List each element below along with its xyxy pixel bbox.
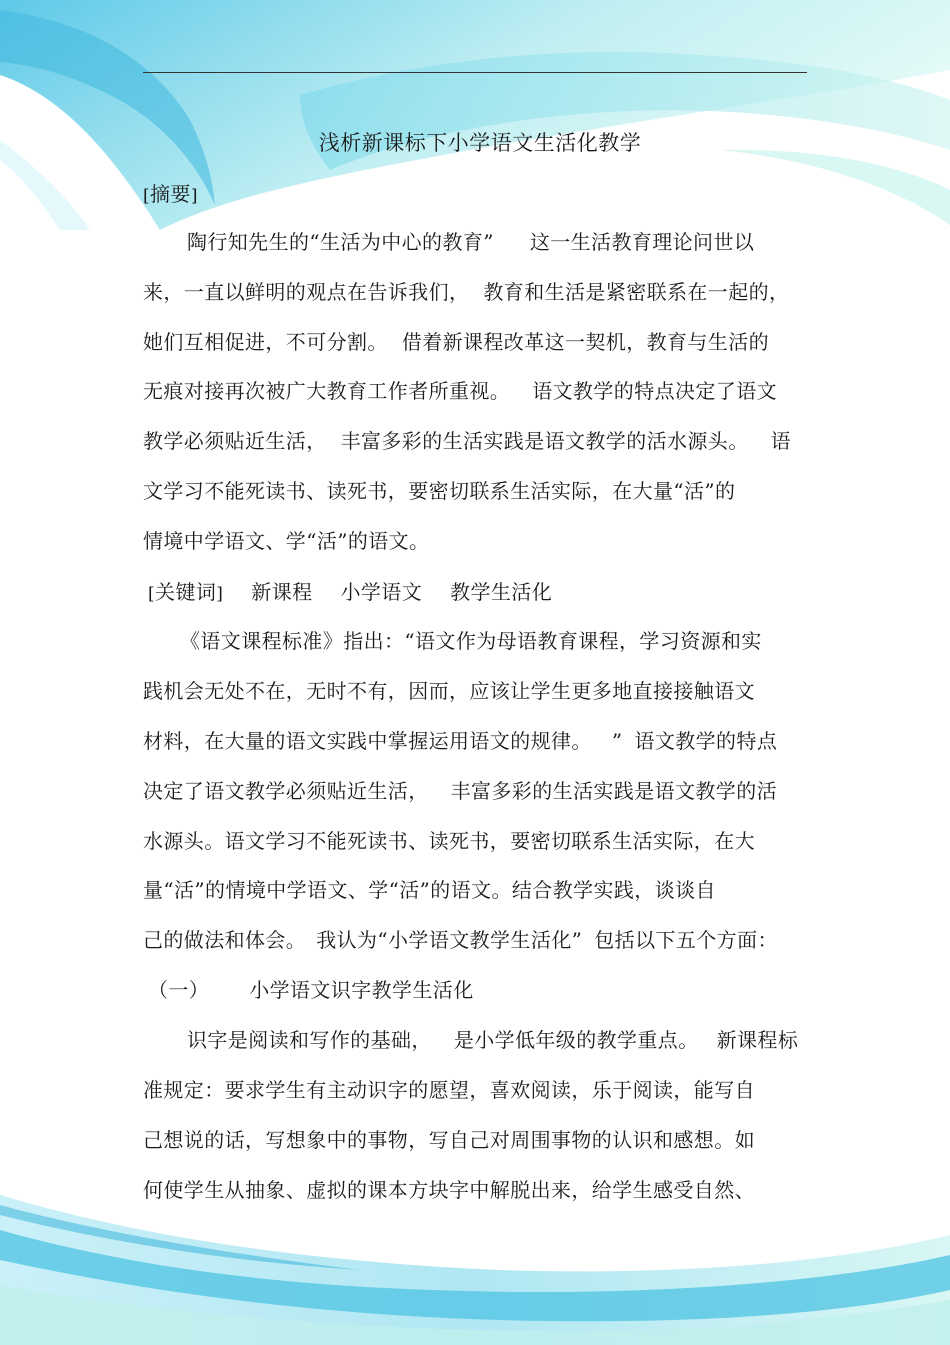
abstract-line-6 [143,477,735,505]
text-run: 准规定：要求学生有主动识字的愿望，喜欢阅读，乐于阅读，能写自 [143,1078,755,1102]
text-run: 践机会无处不在，无时不有，因而，应该让学生更多地直接接触语文 [143,679,755,703]
section-number: （一） [148,978,210,1002]
text-run: 语文教学的特点决定了语文 [532,379,778,403]
abstract-line-2 [143,278,789,306]
keyword: 小学语文 [340,580,423,604]
text-run: 这一生活教育理论问世以 [529,230,755,254]
text-run: 她们互相促进，不可分割。 [143,330,388,354]
abstract-line-7 [143,527,429,555]
section-heading [148,976,474,1004]
abstract-label-text: 摘要 [150,182,191,206]
abstract-line-3 [143,328,769,356]
abstract-line-4 [143,377,777,405]
body-line-5 [143,827,755,855]
section-line-1 [187,1026,798,1054]
keyword: 教学生活化 [450,580,553,604]
body-line-7 [143,926,778,954]
text-run: 《语文课程标准》指出：“语文作为母语教育课程，学习资源和实 [180,629,762,653]
header-rule [143,72,807,73]
text-run: 我认为“小学语文教学生活化” [316,928,583,952]
text-run: 己的做法和体会。 [143,928,307,952]
text-run: 决定了语文教学必须贴近生活， [143,779,429,803]
text-run: 情境中学语文、学“活”的语文。 [143,529,430,553]
section-line-2 [143,1076,755,1104]
text-run: 是小学低年级的教学重点。 [453,1028,699,1052]
section-title: 小学语文识字教学生活化 [249,978,474,1002]
section-line-3 [143,1126,755,1154]
text-run: 识字是阅读和写作的基础， [187,1028,432,1052]
body-line-4 [143,777,777,805]
text-run: 水源头。语文学习不能死读书、读死书，要密切联系生活实际，在大 [143,829,755,853]
document-title: 浅析新课标下小学语文生活化教学 [318,131,642,155]
text-run: 何使学生从抽象、虚拟的课本方块字中解脱出来，给学生感受自然、 [143,1178,755,1202]
text-run: 材料，在大量的语文实践中掌握运用语文的规律。 [143,729,592,753]
text-run: 新课程标 [716,1028,799,1052]
keywords-label: 关键词 [155,580,217,604]
abstract-label: [摘要] [143,182,198,206]
text-run: 文学习不能死读书、读死书，要密切联系生活实际，在大量“活”的 [143,479,736,503]
keyword: 新课程 [251,580,313,604]
text-run: 丰富多彩的生活实践是语文教学的活 [450,779,778,803]
text-run: 教育和生活是紧密联系在一起的， [483,280,790,304]
text-run: 借着新课程改革这一契机，教育与生活的 [401,330,770,354]
text-run: 教学必须贴近生活， [143,429,327,453]
keywords-row: [关键词] 新课程 小学语文 教学生活化 [148,580,553,604]
text-run: 己想说的话，写想象中的事物，写自己对周围事物的认识和感想。如 [143,1128,755,1152]
text-run: 包括以下五个方面： [594,928,778,952]
body-line-1 [180,627,762,655]
text-run: 语 [770,429,792,453]
text-run: 来，一直以鲜明的观点在告诉我们， [143,280,470,304]
text-run: 语文教学的特点 [634,729,778,753]
body-line-3 [143,727,777,755]
text-run: ” [611,729,623,753]
body-line-2 [143,677,755,705]
abstract-line-1 [187,228,754,256]
text-run: 无痕对接再次被广大教育工作者所重视。 [143,379,511,403]
text-run: 量“活”的情境中学语文、学“活”的语文。结合教学实践，谈谈自 [143,878,716,902]
text-run: 陶行知先生的“生活为中心的教育” [187,230,494,254]
text-run: 丰富多彩的生活实践是语文教学的活水源头。 [340,429,749,453]
abstract-line-5 [143,427,791,455]
body-line-6 [143,876,716,904]
section-line-4 [143,1176,755,1204]
